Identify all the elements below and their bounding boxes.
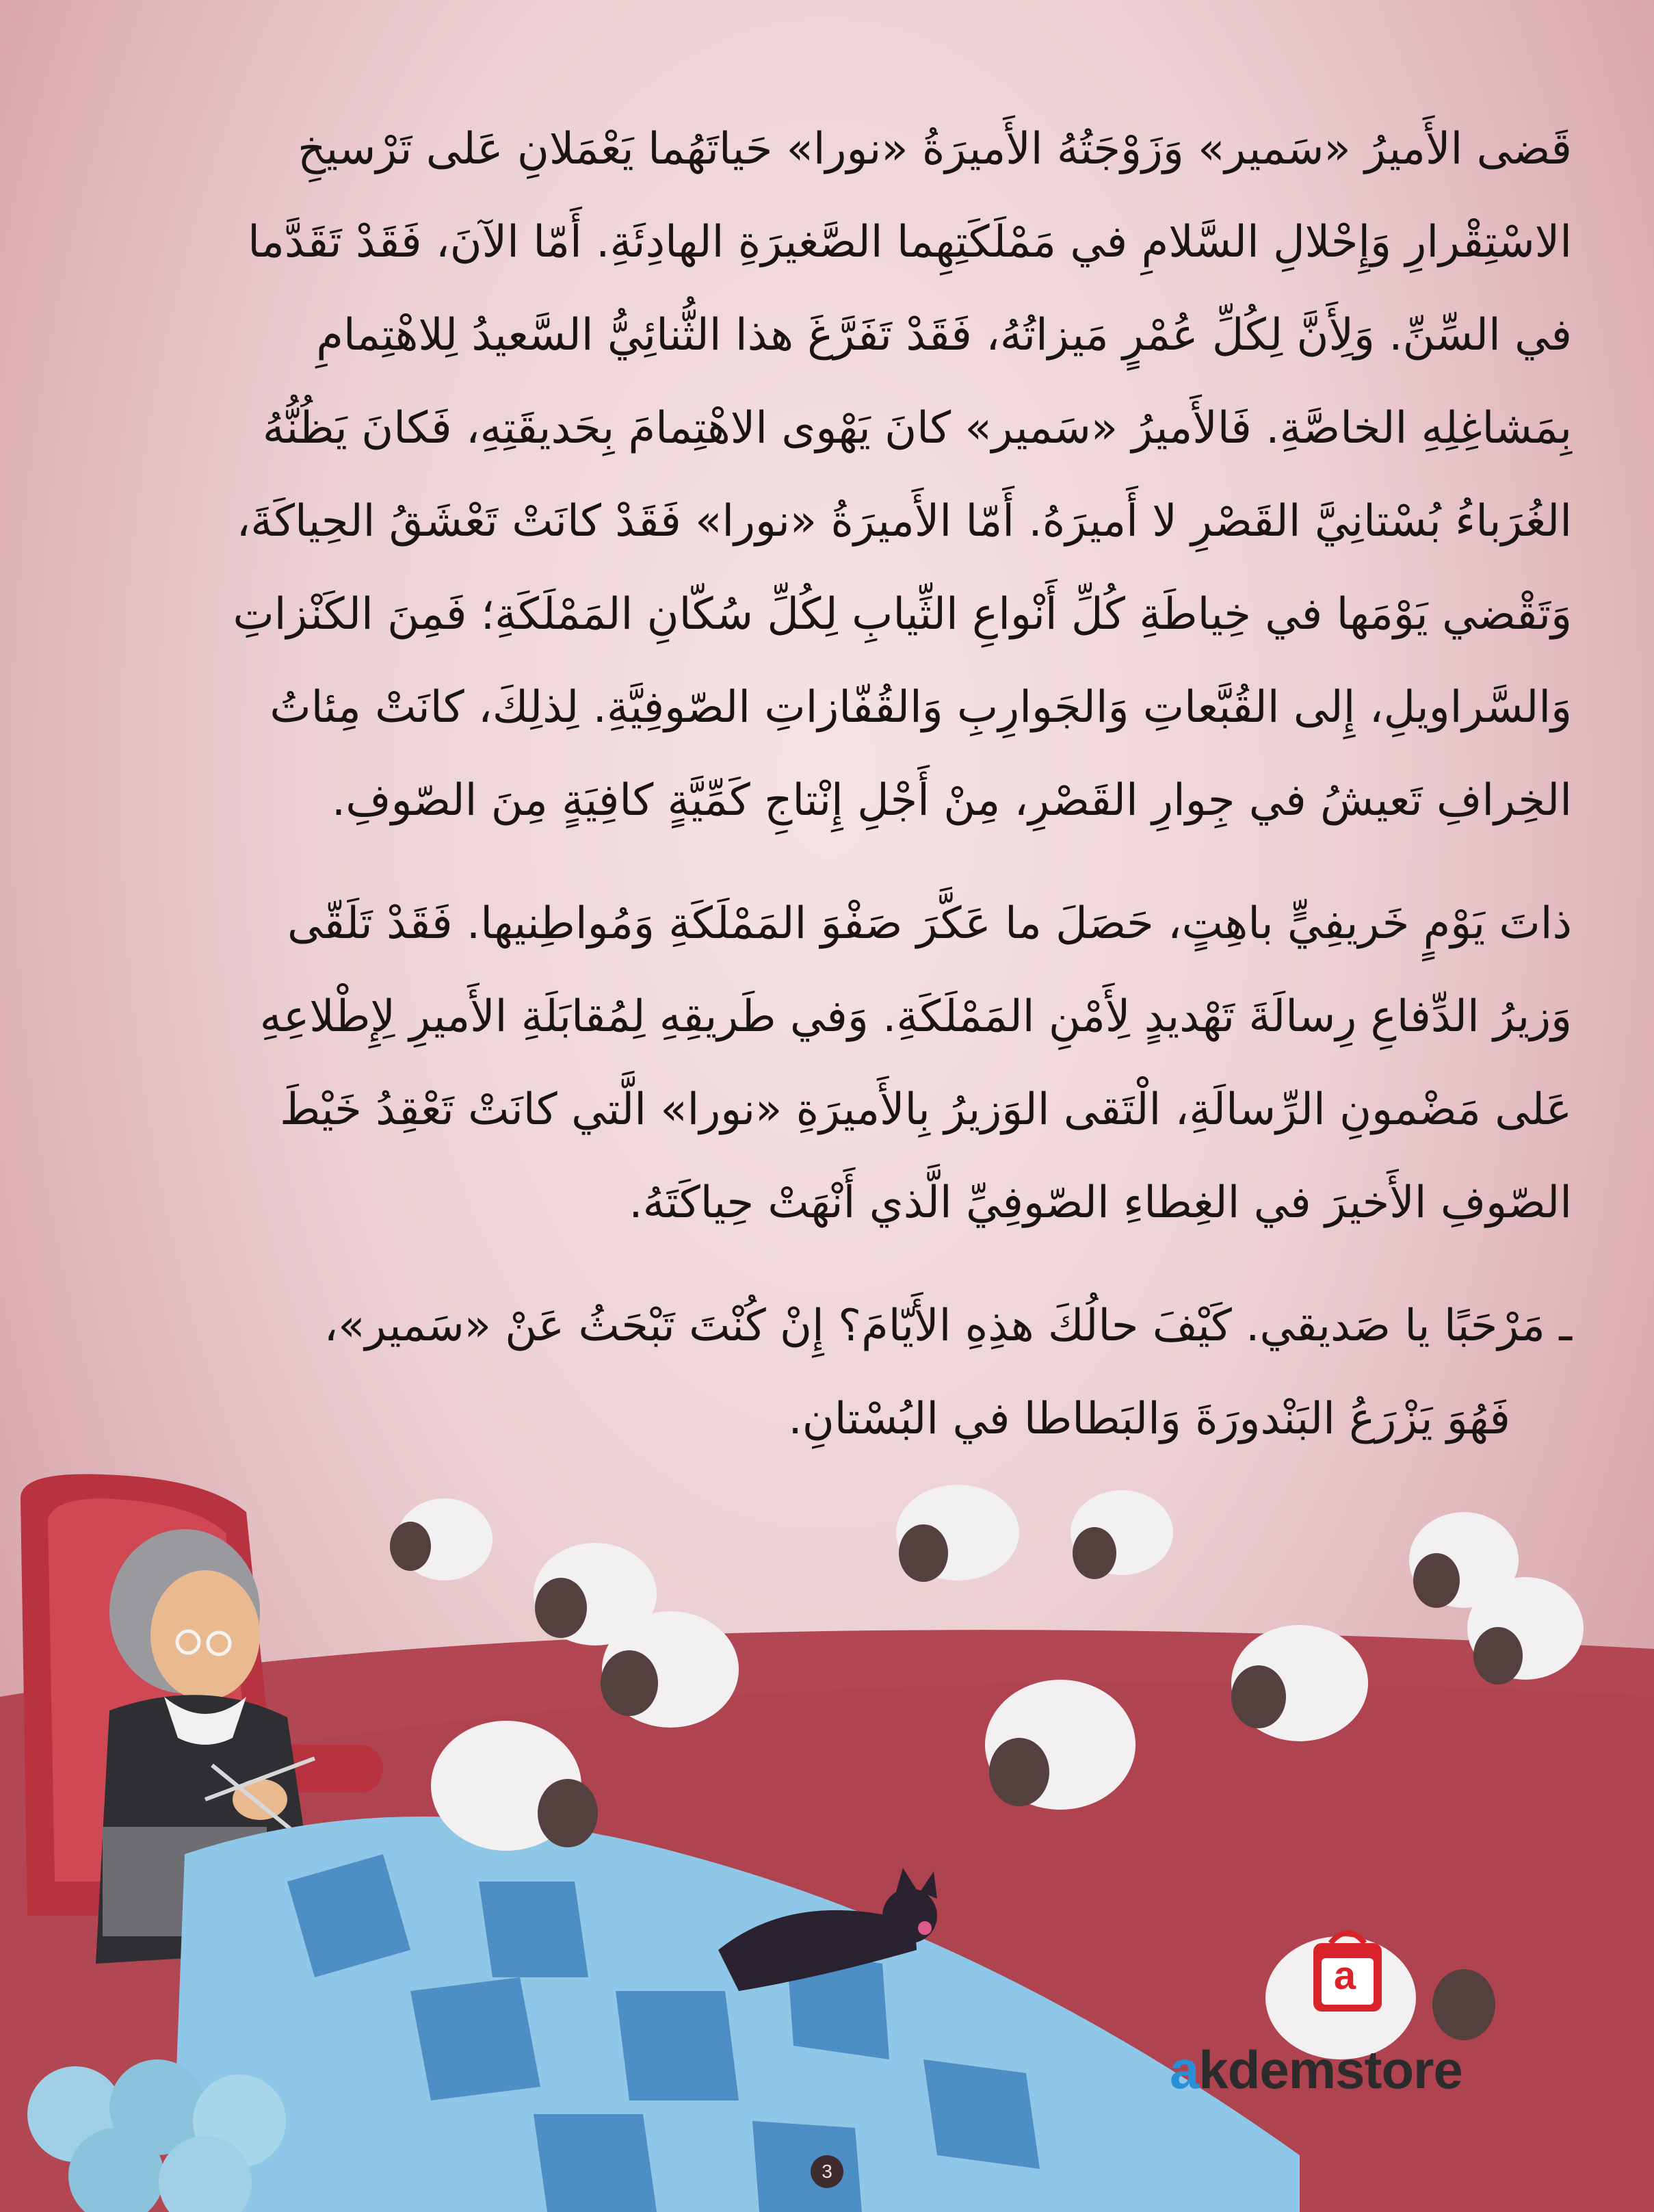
paragraph-1-line: الخِرافِ تَعيشُ في جِوارِ القَصْرِ، مِنْ أَجْلِ إِنْتاجِ كَمِّيَّةٍ كافِيَةٍ مِنَ الصّوفِ. xyxy=(331,775,1572,826)
paragraph-1-line: وَتَقْضي يَوْمَها في خِياطَةِ كُلِّ أَنْواعِ الثِّيابِ لِكُلِّ سُكّانِ المَمْلَكَةِ؛ فَمِنَ الكَنْزاتِ xyxy=(233,589,1572,640)
paragraph-1-line: الغُرَباءُ بُسْتانِيَّ القَصْرِ لا أَميرَهُ. أَمّا الأَميرَةُ «نورا» فَقَدْ كانَتْ تَعْشَقُ الحِياكَةَ، xyxy=(236,496,1572,547)
paragraph-1-line: الاسْتِقْرارِ وَإِحْلالِ السَّلامِ في مَمْلَكَتِهِما الصَّغيرَةِ الهادِئَةِ. أَمّا الآنَ، فَقَدْ تَقَدَّما xyxy=(248,217,1572,268)
page-number: 3 xyxy=(811,2155,843,2188)
paragraph-2-line: وَزيرُ الدِّفاعِ رِسالَةَ تَهْديدٍ لِأَمْنِ المَمْلَكَةِ. وَفي طَريقِهِ لِمُقابَلَةِ الأَميرِ لِإِطْلاعِهِ xyxy=(259,991,1572,1042)
sheep xyxy=(1071,1490,1173,1579)
paragraph-2-line: عَلى مَضْمونِ الرِّسالَةِ، الْتَقى الوَزيرُ بِالأَميرَةِ «نورا» الَّتي كانَتْ تَعْقِدُ خَيْطَ xyxy=(280,1084,1572,1135)
logo-wordmark-a: a xyxy=(1170,2040,1199,2100)
logo-icon-letter: a xyxy=(1333,1953,1356,1998)
paragraph-1-line: بِمَشاغِلِهِ الخاصَّةِ. فَالأَميرُ «سَمير» كانَ يَهْوى الاهْتِمامَ بِحَديقَتِهِ، فَكانَ يَظُنُّهُ xyxy=(262,403,1572,454)
dialogue-line-1: ـ مَرْحَبًا يا صَديقي. كَيْفَ حالُكَ هذِهِ الأَيّامَ؟ إِنْ كُنْتَ تَبْحَثُ عَنْ «سَمير»، xyxy=(324,1301,1572,1351)
logo-wordmark-rest: kdemstore xyxy=(1198,2040,1462,2100)
sheep xyxy=(390,1498,493,1580)
sheep xyxy=(1231,1625,1368,1741)
dialogue xyxy=(82,1279,1572,1466)
dialogue-line-2: فَهُوَ يَزْرَعُ البَنْدورَةَ وَالبَطاطا في البُسْتانِ. xyxy=(788,1394,1510,1444)
logo-wordmark xyxy=(1170,2039,1462,2101)
story-text xyxy=(82,103,1572,1466)
paragraph-2 xyxy=(82,877,1572,1249)
paragraph-1-line: وَالسَّراويلِ، إِلى القُبَّعاتِ وَالجَوارِبِ وَالقُفّازاتِ الصّوفِيَّةِ. لِذلِكَ، كانَتْ مِئاتُ xyxy=(270,682,1572,733)
paragraph-2-line: الصّوفِ الأَخيرَ في الغِطاءِ الصّوفِيِّ الَّذي أَنْهَتْ حِياكَتَهُ. xyxy=(629,1177,1572,1228)
sheep xyxy=(985,1680,1136,1810)
sheep xyxy=(896,1485,1019,1582)
paragraph-2-line: ذاتَ يَوْمٍ خَريفِيٍّ باهِتٍ، حَصَلَ ما عَكَّرَ صَفْوَ المَمْلَكَةِ وَمُواطِنيها. فَقَدْ تَلَقّى xyxy=(287,898,1572,949)
paragraph-1 xyxy=(82,103,1572,847)
paragraph-1-line: قَضى الأَميرُ «سَمير» وَزَوْجَتُهُ الأَميرَةُ «نورا» حَياتَهُما يَعْمَلانِ عَلى تَرْسيخِ xyxy=(298,124,1572,174)
paragraph-1-line: في السِّنِّ. وَلِأَنَّ لِكُلِّ عُمْرٍ مَيزاتُهُ، فَقَدْ تَفَرَّغَ هذا الثُّنائِيُّ السَّعيدُ لِلاهْتِمامِ xyxy=(316,310,1572,361)
